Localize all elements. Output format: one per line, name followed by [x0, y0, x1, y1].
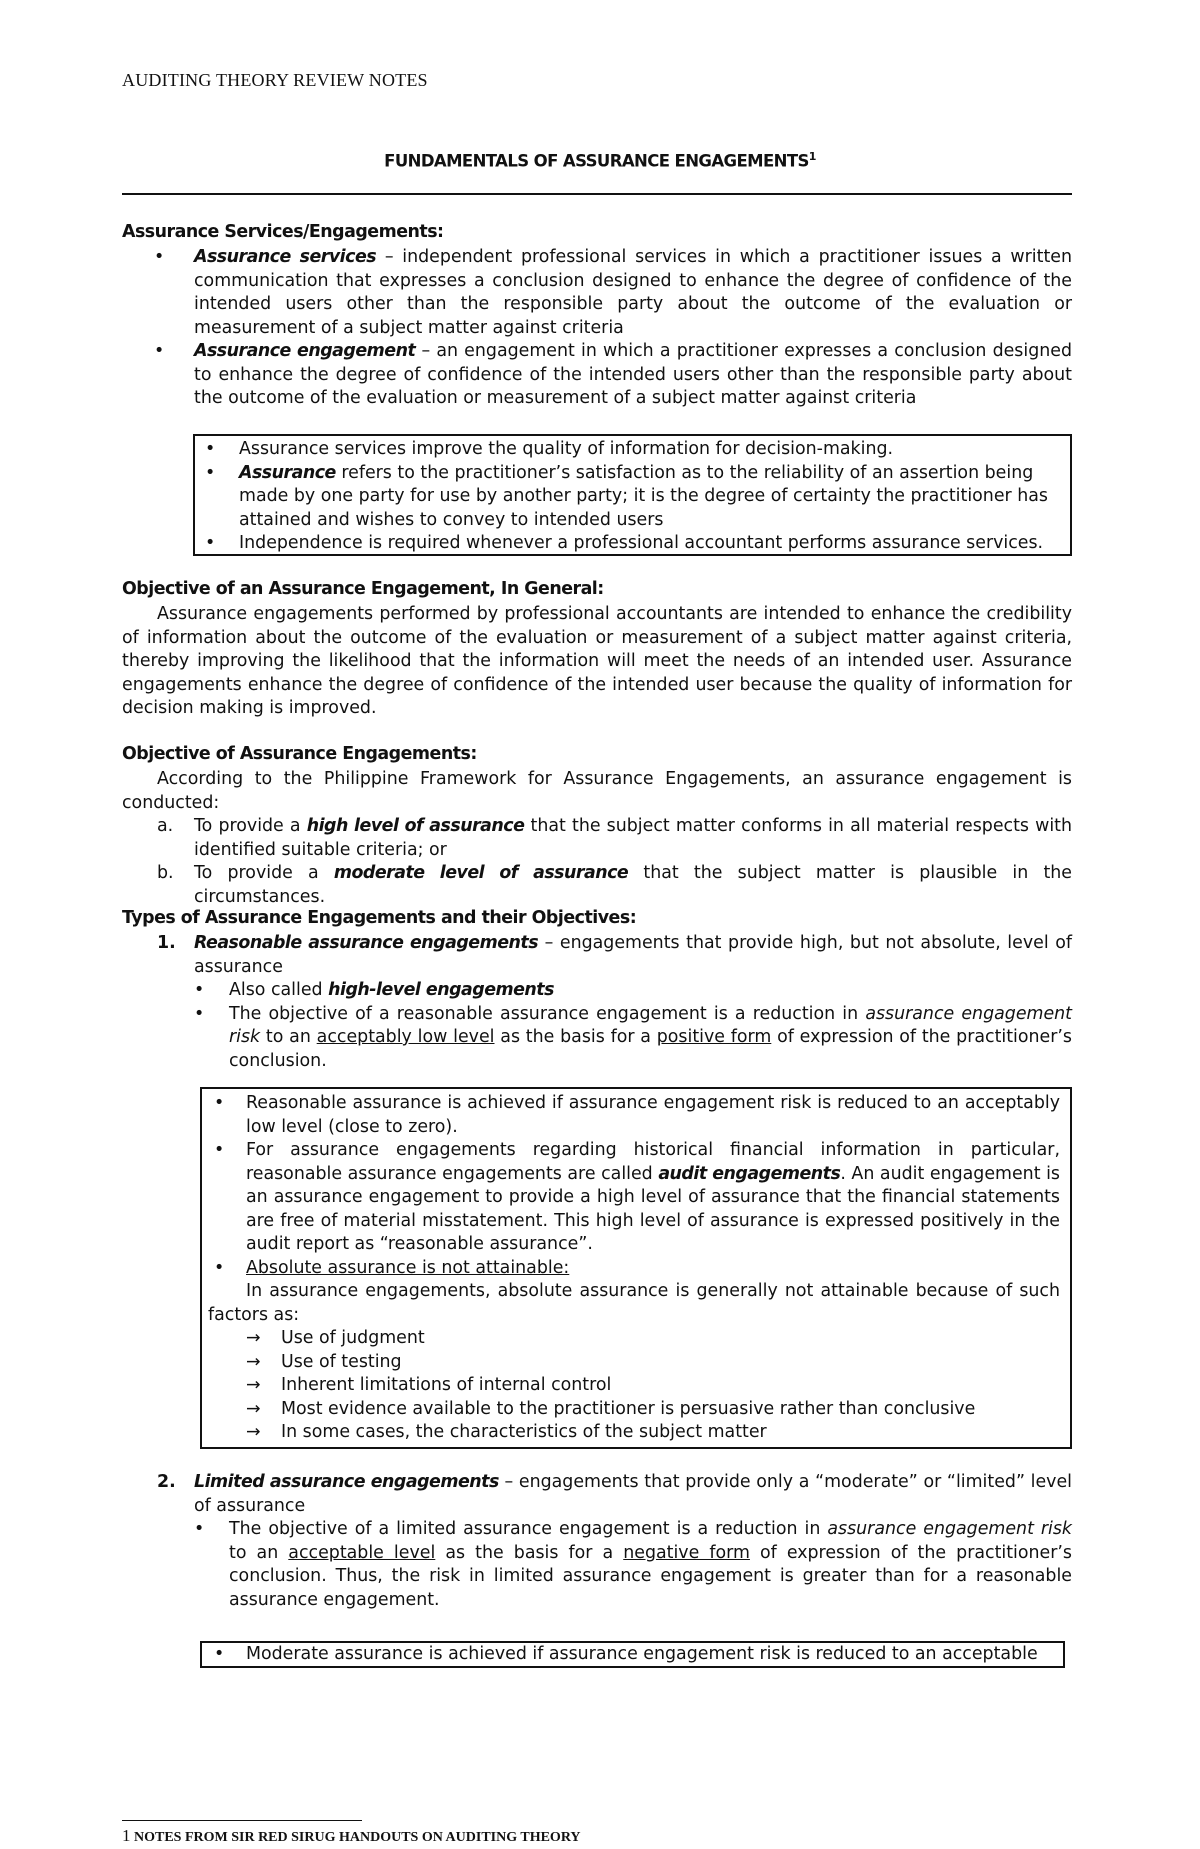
assurance-definitions-list	[142, 246, 1072, 411]
reasonable-assurance-item	[157, 932, 1072, 1073]
objective-general-paragraph: Assurance engagements performed by professional accountants are intended to enhance the credibility of information about the outcome of the evaluation or measurement of a subject matter against criteria, thereby improving the likelihood that the information will meet the needs of an intended user. Assurance engagements enhance the degree of confidence of the intended user because the quality of information for decision making is improved.	[122, 604, 1072, 718]
arrow-icon: →	[246, 1422, 261, 1442]
factor-item	[208, 1351, 1060, 1375]
heading-objective-assurance: Objective of Assurance Engagements:	[122, 744, 477, 764]
note-box-reasonable-assurance	[200, 1087, 1072, 1449]
arrow-icon: →	[246, 1375, 261, 1395]
list-item	[195, 462, 1053, 533]
bullet-marker: •	[154, 247, 165, 267]
list-text: – engagements that provide high, but not absolute, level of assurance	[194, 933, 1072, 977]
bullet-marker: •	[205, 533, 216, 553]
list-item	[157, 1471, 1072, 1518]
note-list	[195, 438, 1053, 556]
note-list	[208, 1643, 1058, 1666]
list-item	[208, 1092, 1060, 1139]
title-text: FUNDAMENTALS OF ASSURANCE ENGAGEMENTS	[384, 151, 809, 171]
note-text: . An audit engagement is an assurance engagement to provide a high level of assurance that the financial statements are free of material misstatement. This high level of assurance is expressed positively in the audit report as “reasonable assurance”.	[246, 1163, 1060, 1254]
list-item	[157, 932, 1072, 979]
arrow-icon: →	[246, 1398, 261, 1419]
list-text: that the subject matter is plausible in the circumstances.	[194, 863, 1072, 907]
page-title	[0, 150, 1200, 171]
list-text: – engagements that provide only a “moderate” or “limited” level of assurance	[194, 1472, 1072, 1516]
list-marker: a.	[157, 816, 174, 836]
list-item	[208, 1643, 1058, 1666]
term-assurance: Assurance	[239, 462, 336, 483]
list-item	[195, 438, 1053, 462]
note-box-assurance	[193, 434, 1072, 556]
list-item	[157, 979, 1072, 1003]
term-assurance-services: Assurance services	[194, 247, 377, 267]
list-item	[157, 1003, 1072, 1074]
factor-text: Use of judgment	[281, 1328, 425, 1348]
limited-assurance-item	[157, 1471, 1072, 1612]
title-rule	[122, 193, 1072, 195]
term-moderate-level-assurance: moderate level of assurance	[333, 863, 629, 883]
note-box-moderate-assurance	[200, 1641, 1065, 1668]
definition-text: – independent professional services in which a practitioner issues a written communication that expresses a conclusion designed to enhance the degree of confidence of the intended users other than the responsible party about the outcome of the evaluation or measurement of a subject matter against criteria	[194, 247, 1072, 338]
bullet-marker: •	[194, 1003, 205, 1024]
list-text: of expression of the practitioner’s conclusion.	[229, 1027, 1072, 1071]
factors-paragraph: In assurance engagements, absolute assurance is generally not attainable because of such factors as:	[208, 1281, 1060, 1325]
footnote	[122, 1826, 581, 1846]
list-text: as the basis for a	[494, 1027, 657, 1047]
note-text: Independence is required whenever a professional accountant performs assurance services.	[239, 533, 1044, 553]
objective-list	[157, 815, 1072, 909]
list-item	[157, 815, 1072, 862]
list-marker: 2.	[157, 1472, 176, 1492]
emphasis-text: assurance engagement risk	[827, 1519, 1072, 1539]
bullet-marker: •	[214, 1257, 225, 1278]
heading-types-of-engagements: Types of Assurance Engagements and their Objectives:	[122, 908, 637, 928]
term-reasonable-assurance-engagements: Reasonable assurance engagements	[194, 933, 539, 953]
list-text: To provide a	[194, 816, 307, 836]
footnote-text: NOTES FROM SIR RED SIRUG HANDOUTS ON AUDITING THEORY	[134, 1830, 581, 1845]
heading-assurance-services: Assurance Services/Engagements:	[122, 222, 444, 242]
list-item	[142, 246, 1072, 340]
list-item	[142, 340, 1072, 411]
list-text: of expression of the practitioner’s conclusion. Thus, the risk in limited assurance engagement is greater than for a reasonable assurance engagement.	[229, 1542, 1072, 1610]
definition-text: – an engagement in which a practitioner expresses a conclusion designed to enhance the degree of confidence of the intended users other than the responsible party about the outcome of the evaluation or measurement of a subject matter against criteria	[194, 341, 1072, 408]
list-item	[157, 862, 1072, 909]
bullet-marker: •	[154, 341, 165, 361]
bullet-marker: •	[214, 1644, 225, 1664]
underlined-text: acceptable level	[288, 1542, 436, 1563]
term-high-level-engagements: high-level engagements	[328, 980, 554, 1000]
factor-text: Use of testing	[281, 1351, 402, 1372]
note-text: Moderate assurance is achieved if assurance engagement risk is reduced to an acceptable	[246, 1644, 1038, 1664]
note-text: Reasonable assurance is achieved if assurance engagement risk is reduced to an acceptably low level (close to zero).	[246, 1093, 1060, 1137]
list-text: Also called	[229, 980, 329, 1000]
note-text: refers to the practitioner’s satisfaction as to the reliability of an assertion being made by one party for use by another party; it is the degree of certainty the practitioner has attained and wishes to convey to intended users	[239, 462, 1048, 530]
footnote-number: 1	[122, 1826, 131, 1845]
note-text: Assurance services improve the quality of information for decision-making.	[239, 439, 894, 459]
bullet-marker: •	[194, 980, 205, 1000]
underlined-text: Absolute assurance is not attainable:	[246, 1257, 570, 1278]
term-high-level-assurance: high level of assurance	[306, 816, 525, 836]
bullet-marker: •	[205, 462, 216, 483]
bullet-marker: •	[205, 439, 216, 459]
objective-intro-paragraph: According to the Philippine Framework for Assurance Engagements, an assurance engagement is conducted:	[122, 769, 1072, 813]
emphasis-text: assurance engagement risk	[229, 1003, 1072, 1047]
list-item	[195, 532, 1053, 556]
factor-text: In some cases, the characteristics of the subject matter	[281, 1422, 767, 1442]
list-item	[208, 1139, 1060, 1257]
factor-item	[208, 1327, 1060, 1351]
bullet-marker: •	[214, 1140, 225, 1160]
running-header: AUDITING THEORY REVIEW NOTES	[122, 70, 428, 90]
list-text: The objective of a limited assurance engagement is a reduction in	[229, 1519, 828, 1539]
list-text: The objective of a reasonable assurance engagement is a reduction in	[229, 1003, 866, 1024]
factor-text: Inherent limitations of internal control	[281, 1375, 612, 1395]
list-marker: 1.	[157, 933, 176, 953]
factor-text: Most evidence available to the practitioner is persuasive rather than conclusive	[281, 1398, 976, 1419]
list-text: as the basis for a	[435, 1542, 624, 1563]
list-item	[157, 1518, 1072, 1612]
factor-item	[208, 1421, 1060, 1445]
arrow-icon: →	[246, 1328, 261, 1348]
term-audit-engagements: audit engagements	[658, 1163, 841, 1184]
list-item	[208, 1257, 1060, 1281]
list-marker: b.	[157, 863, 174, 883]
heading-objective-general: Objective of an Assurance Engagement, In General:	[122, 579, 604, 599]
underlined-text: acceptably low level	[316, 1027, 495, 1047]
list-text: To provide a	[194, 863, 334, 883]
list-text: to an	[260, 1027, 317, 1047]
term-limited-assurance-engagements: Limited assurance engagements	[194, 1472, 499, 1492]
list-text: to an	[229, 1542, 289, 1563]
note-text: For assurance engagements regarding historical financial information in particular, reasonable assurance engagements are called	[246, 1140, 1060, 1184]
underlined-text: positive form	[656, 1027, 772, 1047]
factor-item	[208, 1398, 1060, 1422]
bullet-marker: •	[194, 1519, 205, 1539]
footnote-rule	[122, 1820, 362, 1821]
list-text: that the subject matter conforms in all material respects with identified suitable criteria; or	[194, 816, 1073, 860]
title-footnote-ref[interactable]: 1	[808, 150, 816, 163]
underlined-text: negative form	[623, 1542, 750, 1563]
factor-item	[208, 1374, 1060, 1398]
arrow-icon: →	[246, 1351, 261, 1372]
term-assurance-engagement: Assurance engagement	[194, 341, 416, 361]
bullet-marker: •	[214, 1093, 225, 1113]
note-list	[208, 1092, 1060, 1445]
